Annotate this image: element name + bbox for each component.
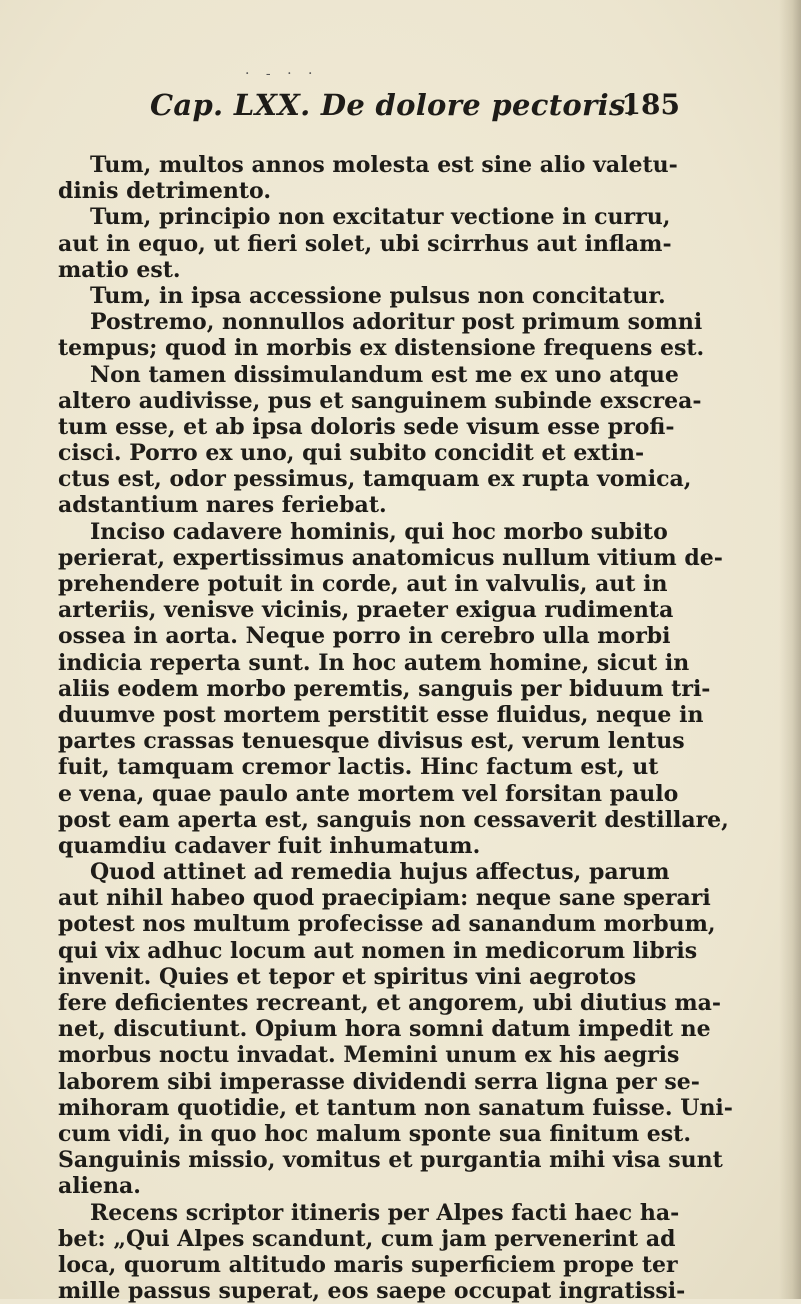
text-line: Tum, in ipsa accessione pulsus non concitatur. bbox=[90, 282, 666, 309]
text-line: e vena, quae paulo ante mortem vel forsitan paulo bbox=[58, 780, 679, 807]
text-line: ctus est, odor pessimus, tamquam ex rupta vomica, bbox=[58, 466, 692, 493]
text-line: partes crassas tenuesque divisus est, verum lentus bbox=[58, 728, 685, 755]
text-line: adstantium nares feriebat. bbox=[58, 492, 387, 519]
running-title: Cap. LXX. De dolore pectoris. bbox=[150, 88, 636, 122]
text-line: altero audivisse, pus et sanguinem subinde exscrea- bbox=[58, 387, 702, 414]
text-line: dinis detrimento. bbox=[58, 178, 272, 205]
text-line: aut nihil habeo quod praecipiam: neque sane sperari bbox=[58, 885, 711, 912]
text-line: laborem sibi imperasse dividendi serra ligna per se- bbox=[58, 1068, 700, 1095]
text-line: indicia reperta sunt. In hoc autem homine, sicut in bbox=[58, 649, 690, 676]
text-line: prehendere potuit in corde, aut in valvulis, aut in bbox=[58, 571, 668, 597]
text-line: aliena. bbox=[58, 1173, 141, 1200]
text-line: quamdiu cadaver fuit inhumatum. bbox=[58, 832, 481, 859]
text-line: ossea in aorta. Neque porro in cerebro ulla morbi bbox=[58, 623, 671, 650]
text-line: net, discutiunt. Opium hora somni datum impedit ne bbox=[58, 1016, 711, 1043]
text-line: Tum, multos annos molesta est sine alio valetu- bbox=[90, 152, 678, 178]
text-line: arteriis, venisve vicinis, praeter exigua rudimenta bbox=[58, 597, 674, 624]
text-line: perierat, expertissimus anatomicus nullum vitium de- bbox=[58, 544, 723, 571]
text-line: duumve post mortem perstitit esse fluidus, neque in bbox=[58, 701, 704, 728]
page-header bbox=[150, 88, 680, 128]
text-line: mihoram quotidie, et tantum non sanatum fuisse. Uni- bbox=[58, 1094, 733, 1121]
page-edge-shadow bbox=[779, 0, 801, 1299]
text-line: Non tamen dissimulandum est me ex uno atque bbox=[90, 361, 679, 388]
text-line: mille passus superat, eos saepe occupat ingratissi- bbox=[58, 1278, 686, 1304]
text-line: bet: „Qui Alpes scandunt, cum jam pervenerint ad bbox=[58, 1225, 676, 1252]
page-number: 185 bbox=[621, 88, 680, 121]
text-line: fere deficientes recreant, et angorem, ubi diutius ma- bbox=[58, 990, 721, 1016]
text-line: loca, quorum altitudo maris superficiem prope ter bbox=[58, 1251, 678, 1278]
body-text bbox=[58, 152, 758, 1304]
text-line: invenit. Quies et tepor et spiritus vini aegrotos bbox=[58, 963, 637, 990]
text-line: tum esse, et ab ipsa doloris sede visum esse profi- bbox=[58, 413, 675, 440]
text-line: Tum, principio non excitatur vectione in curru, bbox=[90, 204, 671, 231]
text-line: post eam aperta est, sanguis non cessaverit destillare, bbox=[58, 806, 729, 833]
text-line: Quod attinet ad remedia hujus affectus, parum bbox=[90, 859, 670, 886]
text-line: morbus noctu invadat. Memini unum ex his aegris bbox=[58, 1042, 680, 1069]
text-line: aliis eodem morbo peremtis, sanguis per biduum tri- bbox=[58, 675, 711, 702]
text-line: cum vidi, in quo hoc malum sponte sua finitum est. bbox=[58, 1120, 691, 1147]
text-line: fuit, tamquam cremor lactis. Hinc factum est, ut bbox=[58, 754, 659, 781]
text-line: tempus; quod in morbis ex distensione frequens est. bbox=[58, 335, 705, 362]
text-line: cisci. Porro ex uno, qui subito concidit et extin- bbox=[58, 440, 645, 467]
text-line: Recens scriptor itineris per Alpes facti haec ha- bbox=[90, 1199, 680, 1226]
print-specks: · - · · bbox=[245, 66, 319, 82]
text-line: aut in equo, ut fieri solet, ubi scirrhus aut inflam- bbox=[58, 230, 672, 257]
text-line: potest nos multum profecisse ad sanandum morbum, bbox=[58, 911, 716, 938]
text-line: Inciso cadavere hominis, qui hoc morbo subito bbox=[90, 518, 668, 545]
text-line: Postremo, nonnullos adoritur post primum somni bbox=[90, 309, 703, 336]
text-line: qui vix adhuc locum aut nomen in medicorum libris bbox=[58, 937, 698, 964]
text-line: matio est. bbox=[58, 256, 181, 283]
text-line: Sanguinis missio, vomitus et purgantia mihi visa sunt bbox=[58, 1147, 723, 1174]
